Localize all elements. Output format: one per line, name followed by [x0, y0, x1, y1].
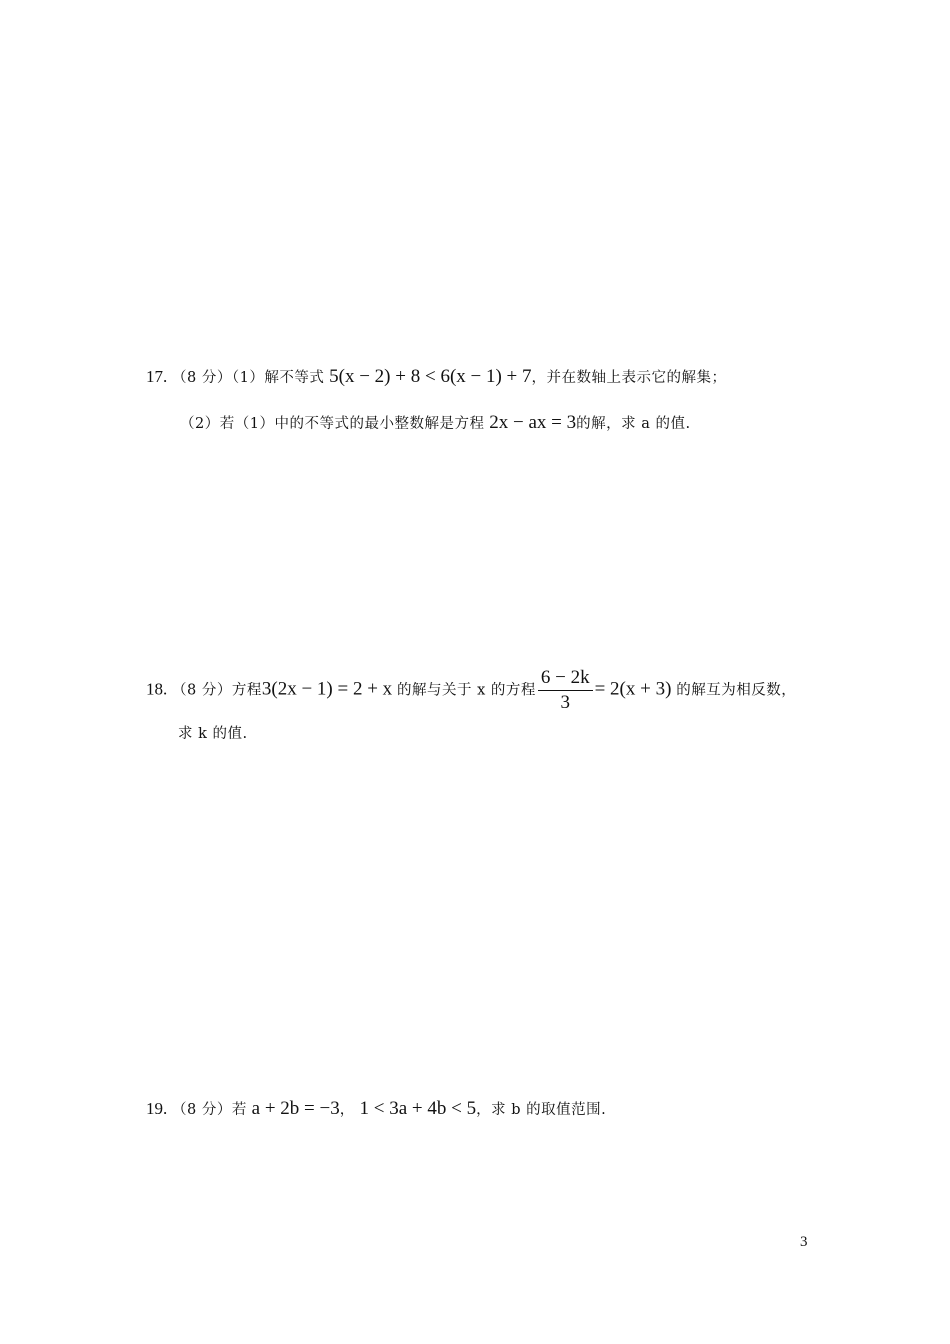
question-text: 求 k 的值.: [178, 726, 248, 742]
question-text: ，求 b 的取值范围.: [476, 1102, 607, 1118]
question-text: 方程: [231, 682, 262, 699]
question-17-line-1: [146, 366, 727, 389]
question-19-line-1: [146, 1098, 606, 1121]
question-points: （8 分）: [172, 1102, 232, 1118]
equation-expression: = 2(x + 3): [594, 678, 672, 700]
question-text: 若: [231, 1102, 247, 1118]
fraction-denominator: 3: [560, 692, 570, 713]
fraction-numerator: 6 − 2k: [538, 666, 593, 691]
question-number: 17.: [146, 367, 168, 386]
part-label: （2）: [180, 416, 220, 432]
question-text: ，: [339, 1102, 355, 1118]
question-number: 18.: [146, 679, 168, 699]
fraction: [538, 666, 593, 715]
question-text: 若（1）中的不等式的最小整数解是方程: [219, 416, 485, 432]
question-text: ，并在数轴上表示它的解集；: [531, 370, 727, 386]
inequality-expression: 5(x − 2) + 8 < 6(x − 1) + 7: [329, 366, 532, 387]
question-17-line-2: [180, 412, 691, 435]
equation-expression: 3(2x − 1) = 2 + x: [261, 678, 393, 700]
question-text: 解不等式: [264, 370, 325, 386]
question-text: 的解与关于 x 的方程: [396, 682, 536, 699]
equation-expression: a + 2b = −3: [251, 1098, 340, 1119]
question-number: 19.: [146, 1099, 168, 1118]
equation-expression: 2x − ax = 3: [489, 412, 577, 433]
part-label: （1）: [231, 370, 265, 386]
inequality-expression: 1 < 3a + 4b < 5: [359, 1098, 477, 1119]
question-18-line-2: [178, 722, 248, 745]
question-text: 的解，求 a 的值.: [576, 416, 691, 432]
question-text: 的解互为相反数，: [676, 682, 797, 699]
page-number: 3: [800, 1234, 808, 1250]
question-18-line-1: [146, 666, 796, 715]
question-points: （8 分）: [172, 682, 232, 699]
question-points: （8 分）: [172, 370, 232, 386]
